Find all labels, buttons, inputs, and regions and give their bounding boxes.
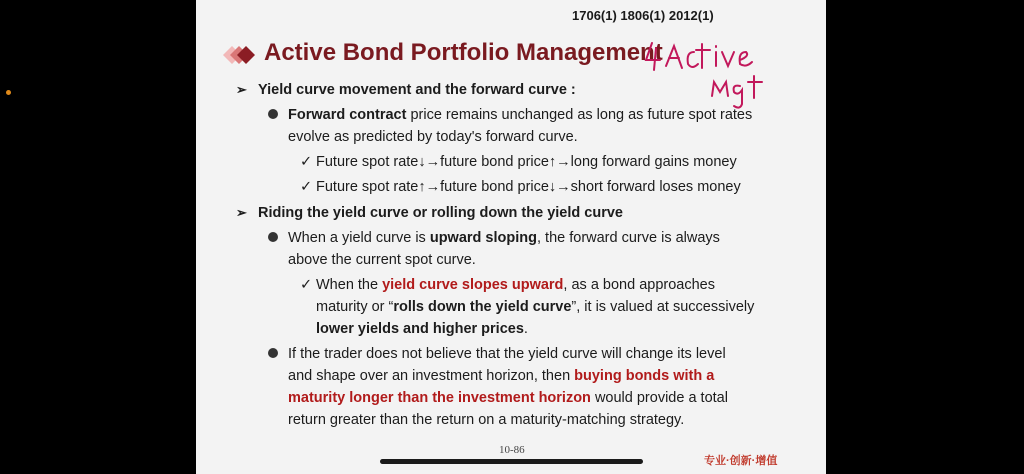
bullet-icon xyxy=(268,109,278,119)
slide-title: Active Bond Portfolio Management xyxy=(264,39,663,66)
diamond-logo-icon xyxy=(213,43,255,67)
footer-slogan: 专业·创新·增值 xyxy=(704,455,778,467)
section2-bullet2-line4: return greater than the return on a maturity-matching strategy. xyxy=(288,412,685,428)
section1-heading: ➢ Yield curve movement and the forward curve : xyxy=(236,79,576,101)
page-number: 10-86 xyxy=(499,444,525,456)
section2-bullet1-line2: above the current spot curve. xyxy=(288,252,476,268)
section2-check-line3: lower yields and higher prices. xyxy=(316,321,528,337)
arrow-bullet-icon: ➢ xyxy=(236,82,247,97)
section1-bullet-line2: evolve as predicted by today's forward curve. xyxy=(288,129,578,145)
checkmark-icon: ✓ xyxy=(300,277,313,293)
checkmark-icon: ✓ xyxy=(300,179,313,195)
section2-bullet2-line3: maturity longer than the investment horizon would provide a total xyxy=(288,390,728,406)
section2-check-line1: ✓ When the yield curve slopes upward, as a bond approaches xyxy=(300,274,715,296)
section2-heading: ➢ Riding the yield curve or rolling down the yield curve xyxy=(236,202,623,224)
video-progress-bar[interactable] xyxy=(380,459,643,464)
checkmark-icon: ✓ xyxy=(300,154,313,170)
bullet-icon xyxy=(268,348,278,358)
bullet-icon xyxy=(268,232,278,242)
slide xyxy=(196,0,826,474)
section1-bullet-line1: Forward contract price remains unchanged as long as future spot rates xyxy=(268,104,752,126)
section2-bullet2-line1: If the trader does not believe that the yield curve will change its level xyxy=(268,343,726,365)
exam-codes: 1706(1) 1806(1) 2012(1) xyxy=(572,8,714,23)
section2-bullet1-line1: When a yield curve is upward sloping, the forward curve is always xyxy=(268,227,720,249)
section1-check2: ✓ Future spot rate↑→future bond price↓→short forward loses money xyxy=(300,176,741,198)
section2-check-line2: maturity or “rolls down the yield curve”, it is valued at successively xyxy=(316,299,755,315)
orange-dot xyxy=(6,90,11,95)
arrow-bullet-icon: ➢ xyxy=(236,205,247,220)
section1-check1: ✓ Future spot rate↓→future bond price↑→long forward gains money xyxy=(300,151,737,173)
section2-bullet2-line2: and shape over an investment horizon, then buying bonds with a xyxy=(288,368,715,384)
